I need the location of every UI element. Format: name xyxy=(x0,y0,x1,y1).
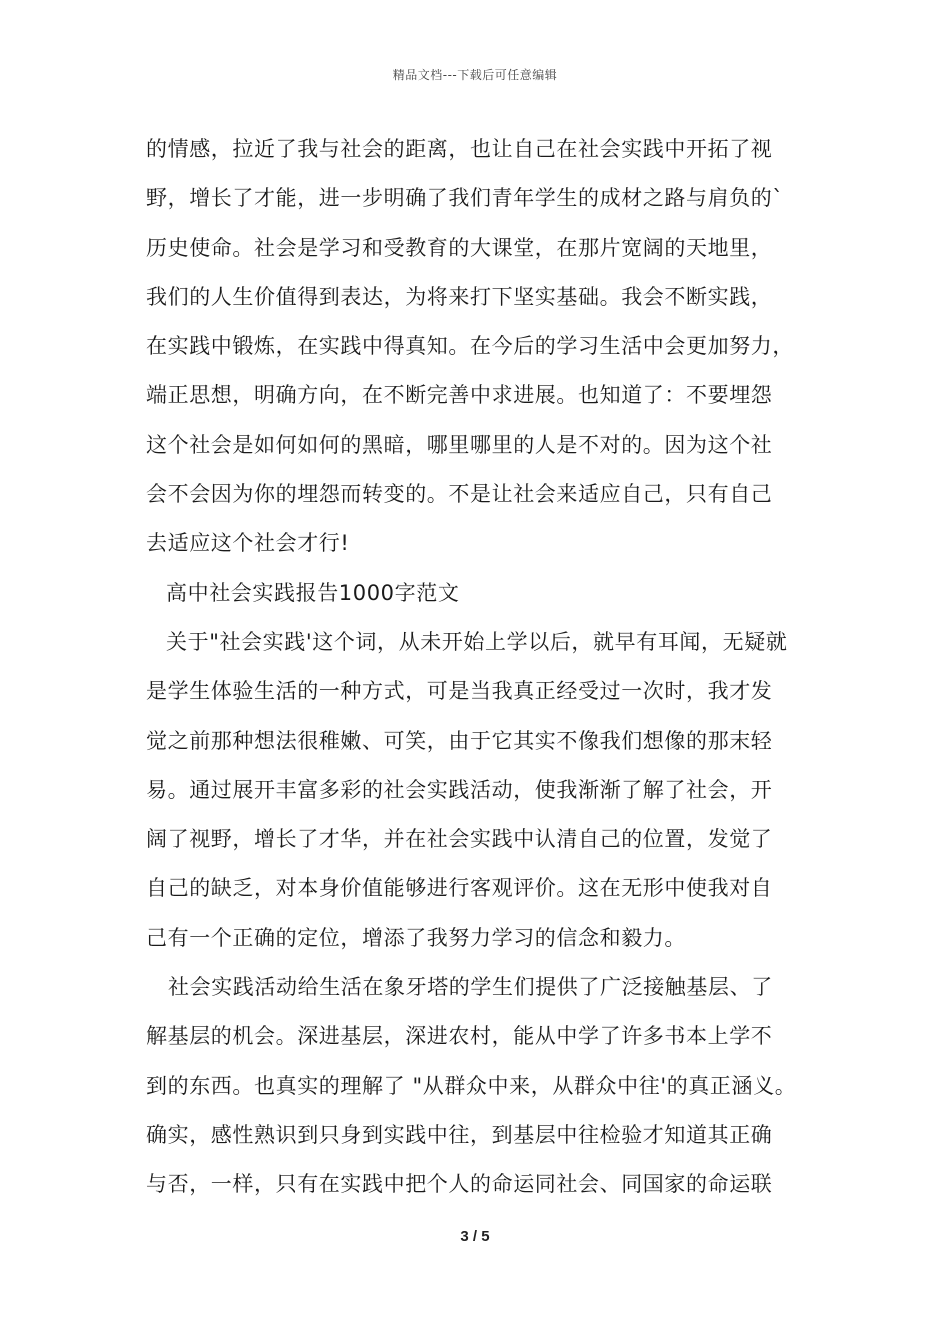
text-line: 解基层的机会。深进基层，深进农村，能从中学了许多书本上学不 xyxy=(146,1024,773,1049)
text-line: 在实践中锻炼，在实践中得真知。在今后的学习生活中会更加努力， xyxy=(146,334,794,359)
text-line: 到的东西。也真实的理解了 "从群众中来，从群众中往'的真正涵义。 xyxy=(146,1073,797,1098)
text-line: 端正思想，明确方向，在不断完善中求进展。也知道了：不要埋怨 xyxy=(146,383,773,408)
text-line: 这个社会是如何如何的黑暗，哪里哪里的人是不对的。因为这个社 xyxy=(146,432,773,457)
text-line: 确实，感性熟识到只身到实践中往，到基层中往检验才知道其正确 xyxy=(146,1122,773,1147)
text-line: 关于"社会实践'这个词，从未开始上学以后，就早有耳闻，无疑就 xyxy=(166,629,788,654)
text-line: 野，增长了才能，进一步明确了我们青年学生的成材之路与肩负的` xyxy=(146,186,784,211)
text-line: 去适应这个社会才行! xyxy=(146,531,350,556)
text-line: 会不会因为你的埋怨而转变的。不是让社会来适应自己，只有自己 xyxy=(146,482,773,507)
text-line: 与否，一样，只有在实践中把个人的命运同社会、同国家的命运联 xyxy=(146,1172,773,1197)
text-line: 自己的缺乏，对本身价值能够进行客观评价。这在无形中使我对自 xyxy=(146,876,773,901)
section-heading: 高中社会实践报告1000字范文 xyxy=(166,580,460,605)
body-text xyxy=(146,125,836,1210)
text-line: 我们的人生价值得到表达，为将来打下坚实基础。我会不断实践， xyxy=(146,284,773,309)
text-line: 阔了视野，增长了才华，并在社会实践中认清自己的位置，发觉了 xyxy=(146,827,773,852)
page-number: 3 / 5 xyxy=(460,1228,490,1245)
text-line: 社会实践活动给生活在象牙塔的学生们提供了广泛接触基层、了 xyxy=(168,975,773,1000)
text-line: 的情感，拉近了我与社会的距离，也让自己在社会实践中开拓了视 xyxy=(146,137,773,161)
text-line: 觉之前那种想法很稚嫩、可笑，由于它其实不像我们想像的那末轻 xyxy=(146,728,773,753)
page-header: 精品文档---下载后可任意编辑 xyxy=(392,68,558,82)
text-line: 易。通过展开丰富多彩的社会实践活动，使我渐渐了解了社会，开 xyxy=(146,777,773,802)
text-line: 己有一个正确的定位，增添了我努力学习的信念和毅力。 xyxy=(146,925,686,950)
text-line: 历史使命。社会是学习和受教育的大课堂，在那片宽阔的天地里， xyxy=(146,235,773,260)
text-line: 是学生体验生活的一种方式，可是当我真正经受过一次时，我才发 xyxy=(146,679,773,704)
